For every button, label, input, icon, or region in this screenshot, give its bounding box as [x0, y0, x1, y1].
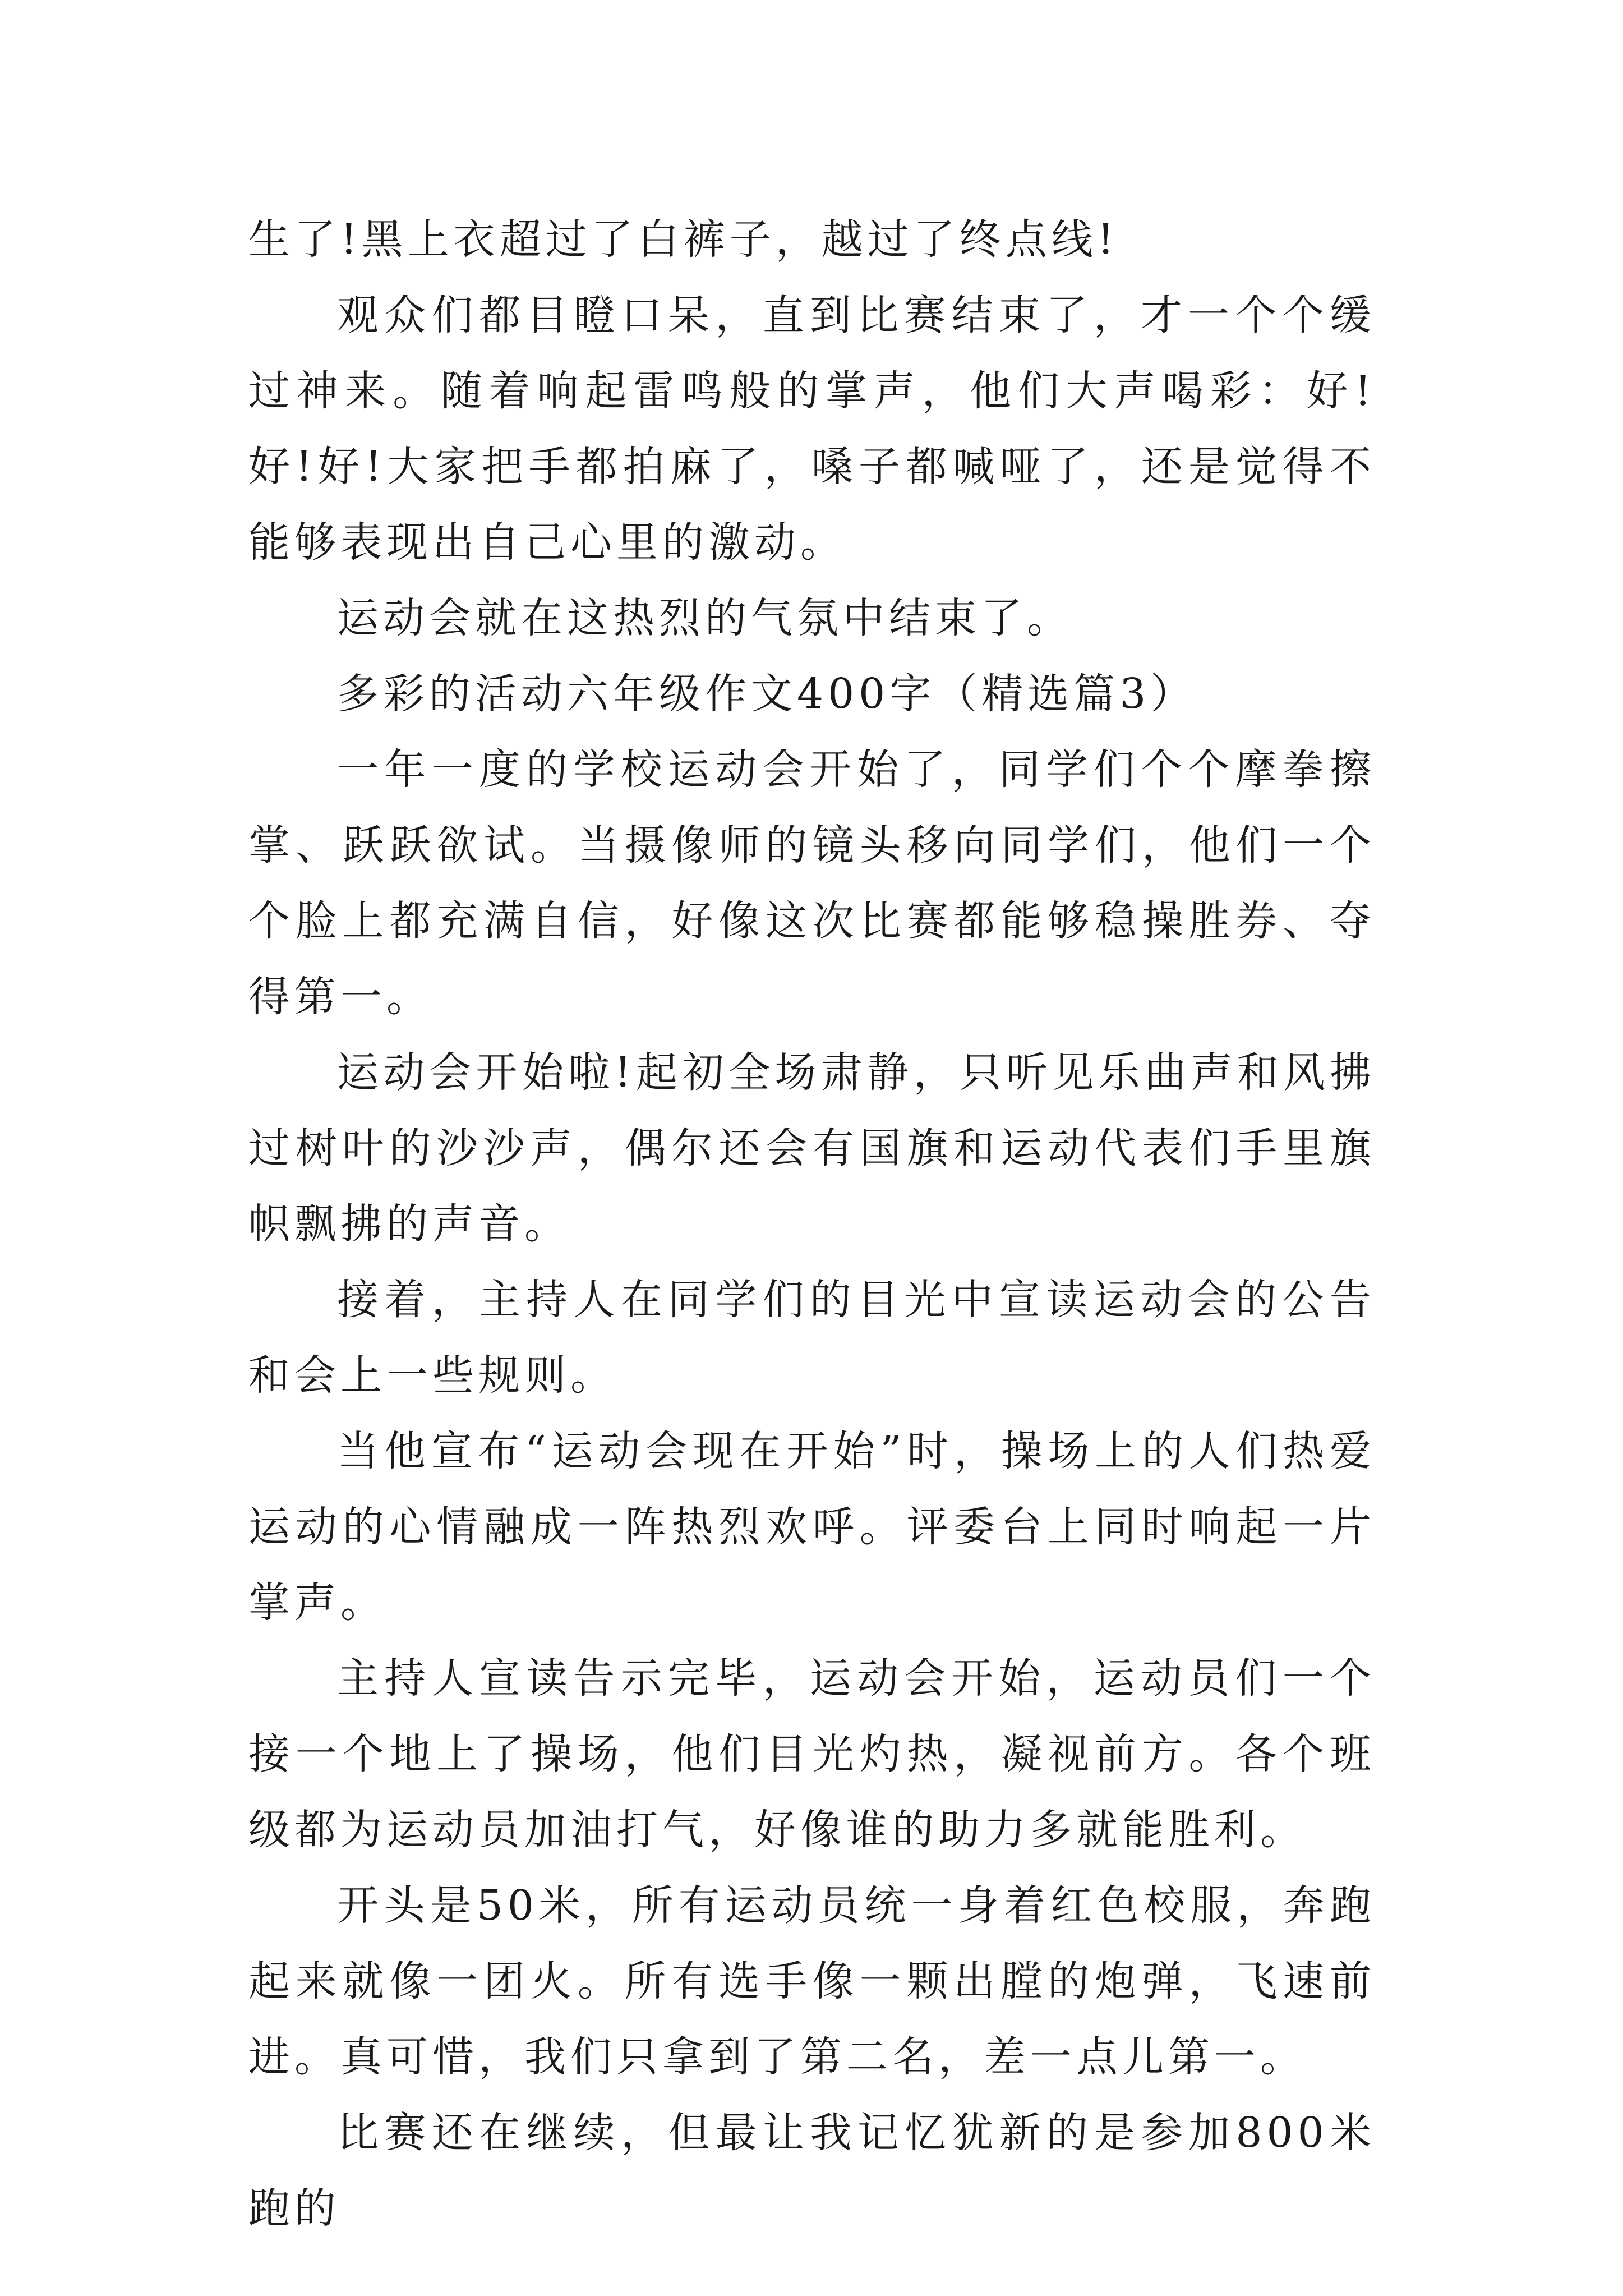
- paragraph-8: 当他宣布“运动会现在开始”时，操场上的人们热爱运动的心情融成一阵热烈欢呼。评委台上同时响起一片掌声。: [248, 1427, 1376, 1627]
- paragraph-2: 观众们都目瞪口呆，直到比赛结束了，才一个个缓过神来。随着响起雷鸣般的掌声，他们大声喝彩：好!好!好!大家把手都拍麻了，嗓子都喊哑了，还是觉得不能够表现出自己心里的激动。: [248, 291, 1376, 567]
- paragraph-5: 一年一度的学校运动会开始了，同学们个个摩拳擦掌、跃跃欲试。当摄像师的镜头移向同学们，他们一个个脸上都充满自信，好像这次比赛都能够稳操胜券、夺得第一。: [248, 746, 1376, 1021]
- paragraph-10: 开头是50米，所有运动员统一身着红色校服，奔跑起来就像一团火。所有选手像一颗出膛的炮弹，飞速前进。真可惜，我们只拿到了第二名，差一点儿第一。: [248, 1881, 1376, 2081]
- paragraph-1: 生了!黑上衣超过了白裤子，越过了终点线!: [248, 215, 1119, 264]
- section-heading: 多彩的活动六年级作文400字（精选篇3）: [337, 670, 1197, 718]
- paragraph-7: 接着，主持人在同学们的目光中宣读运动会的公告和会上一些规则。: [248, 1276, 1376, 1400]
- document-body: [248, 202, 1376, 2247]
- paragraph-11: 比赛还在继续，但最让我记忆犹新的是参加800米跑的: [248, 2109, 1376, 2233]
- paragraph-9: 主持人宣读告示完毕，运动会开始，运动员们一个接一个地上了操场，他们目光灼热，凝视前方。各个班级都为运动员加油打气，好像谁的助力多就能胜利。: [248, 1654, 1376, 1854]
- paragraph-3: 运动会就在这热烈的气氛中结束了。: [337, 594, 1073, 642]
- paragraph-6: 运动会开始啦!起初全场肃静，只听见乐曲声和风拂过树叶的沙沙声，偶尔还会有国旗和运动代表们手里旗帜飘拂的声音。: [248, 1048, 1376, 1248]
